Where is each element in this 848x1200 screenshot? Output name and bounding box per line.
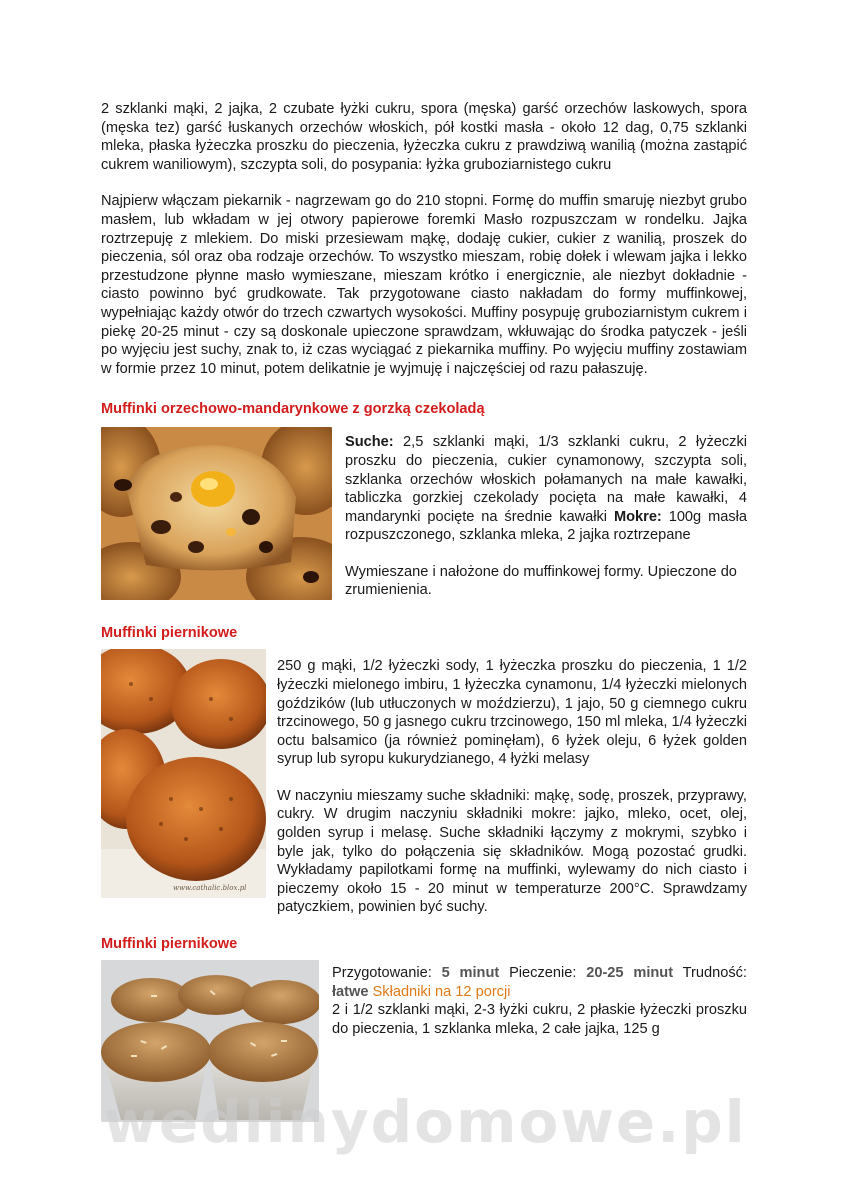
recipe2-photo <box>101 649 266 898</box>
recipe2-title: Muffinki piernikowe <box>101 625 238 642</box>
recipe2-method: W naczyniu mieszamy suche składniki: mąkę, sodę, proszek, przyprawy, cukry. W drugim naczyniu składniki mokre: jajko, mleko, ocet, olej, golden syrup i melasę. Suche składniki łączymy z mokrymi, szybko i byle jak, tylko do połączenia się składników. Mogą pozostać grudki. Wykładamy papilotkami formę na muffinki, wylewamy do nich ciasto i pieczemy około 15 - 20 minut w temperaturze 200°C. Sprawdzamy patyczkiem, powinien być suchy. <box>277 787 747 916</box>
recipe1-method: Wymieszane i nałożone do muffinkowej formy. Upieczone do zrumienienia. <box>345 563 737 599</box>
recipe3-prep-value: 5 minut <box>441 965 500 982</box>
intro-method: Najpierw włączam piekarnik - nagrzewam go do 210 stopni. Formę do muffin smaruję niezbyt grubo masłem, lub wkładam w jej otwory papierowe foremki Masło rozpuszczam w rondelku. Jajka roztrzepuję z mlekiem. Do miski przesiewam mąkę, dodaję cukier, cukier z wanilią, proszek do pieczenia, sól oraz oba rodzaje orzechów. To wszystko mieszam, robię dołek i wlewam jajka i lekko przestudzone płynne masło wymieszane, mieszam krótko i energicznie, ale niezbyt dokładnie - ciasto powinno być grudkowate. Tak przygotowane ciasto nakładam do formy muffinkowej, wypełniając każdy otwór do trzech czwartych wysokości. Muffiny posypuję gruboziarnistym cukrem i piekę 20-25 minut - czy są doskonale upieczone sprawdzam, wkłuwając do środka patyczek - jeśli po wyjęciu jest suchy, znak to, iż czas wyciągać z piekarnika muffiny. Po wyjęciu muffiny zostawiam w formie przez 10 minut, potem delikatnie je wyjmuję i najczęściej od razu pałaszuję. <box>101 193 747 377</box>
recipe1-title: Muffinki orzechowo-mandarynkowe z gorzką czekoladą <box>101 401 485 418</box>
recipe2-ingredients: 250 g mąki, 1/2 łyżeczki sody, 1 łyżeczka proszku do pieczenia, 1 1/2 łyżeczki mielonego imbiru, 1 łyżeczka cynamonu, 1/4 łyżeczki mielonych goździków (lub utłuczonych w moździerzu), 1 jajo, 50 g ciemnego cukru trzcinowego, 50 g jasnego cukru trzcinowego, 150 ml mleka, 1/4 łyżeczki octu balsamico (ja również pominęłam), 6 łyżek oleju, 6 łyżek golden syrup lub syropu kukurydzianego, 4 łyżki melasy <box>277 658 747 768</box>
recipe1-wet-label: Mokre: <box>613 508 662 525</box>
recipe3-diff-value: łatwe <box>332 983 369 1000</box>
recipe1-section <box>101 427 747 600</box>
document-page <box>101 100 747 1122</box>
recipe3-diff-label: Trudność: <box>673 965 747 982</box>
recipe3-ingredients: 2 i 1/2 szklanki mąki, 2-3 łyżki cukru, 2 płaskie łyżeczki proszku do pieczenia, 1 szklanka mleka, 2 całe jajka, 125 g <box>332 1002 747 1037</box>
recipe1-wet-text: 100g masła rozpuszczonego, szklanka mleka, 2 jajka roztrzepane <box>345 508 747 544</box>
recipe2-section <box>101 649 747 917</box>
recipe2-photo-credit: www.cathalic.blox.pl <box>173 884 247 893</box>
recipe3-servings: Składniki na 12 porcji <box>368 983 511 1000</box>
intro-ingredients: 2 szklanki mąki, 2 jajka, 2 czubate łyżki cukru, spora (męska) garść orzechów laskowych, spora (męska tez) garść łuskanych orzechów włoskich, pół kostki masła - około 12 dag, 0,75 szklanki mleka, płaska łyżeczka proszku do pieczenia, łyżeczka cukru z prawdziwą wanilią (można zastąpić cukrem waniliowym), szczypta soli, do posypania: łyżka gruboziarnistego cukru <box>101 101 747 173</box>
recipe1-dry-label: Suche: <box>345 434 394 451</box>
recipe3-stats <box>332 964 747 1001</box>
recipe1-dry-text: 2,5 szklanki mąki, 1/3 szklanki cukru, 2 łyżeczki proszku do pieczenia, cukier cynamonowy, szczypta soli, szklanka orzechów włoskich połamanych na małe kawałki, tabliczka gorzkiej czekolady pocięta na małe kawałki, 4 mandarynki pocięte na średnie kawałki <box>345 434 747 525</box>
recipe3-title: Muffinki piernikowe <box>101 936 238 953</box>
recipe1-text <box>345 427 747 600</box>
recipe3-bake-value: 20-25 minut <box>586 965 674 982</box>
recipe3-bake-label: Pieczenie: <box>499 965 587 982</box>
recipe1-photo <box>101 427 332 600</box>
recipe3-prep-label: Przygotowanie: <box>332 965 442 982</box>
watermark: wedlinydomowe.pl <box>103 1088 747 1156</box>
